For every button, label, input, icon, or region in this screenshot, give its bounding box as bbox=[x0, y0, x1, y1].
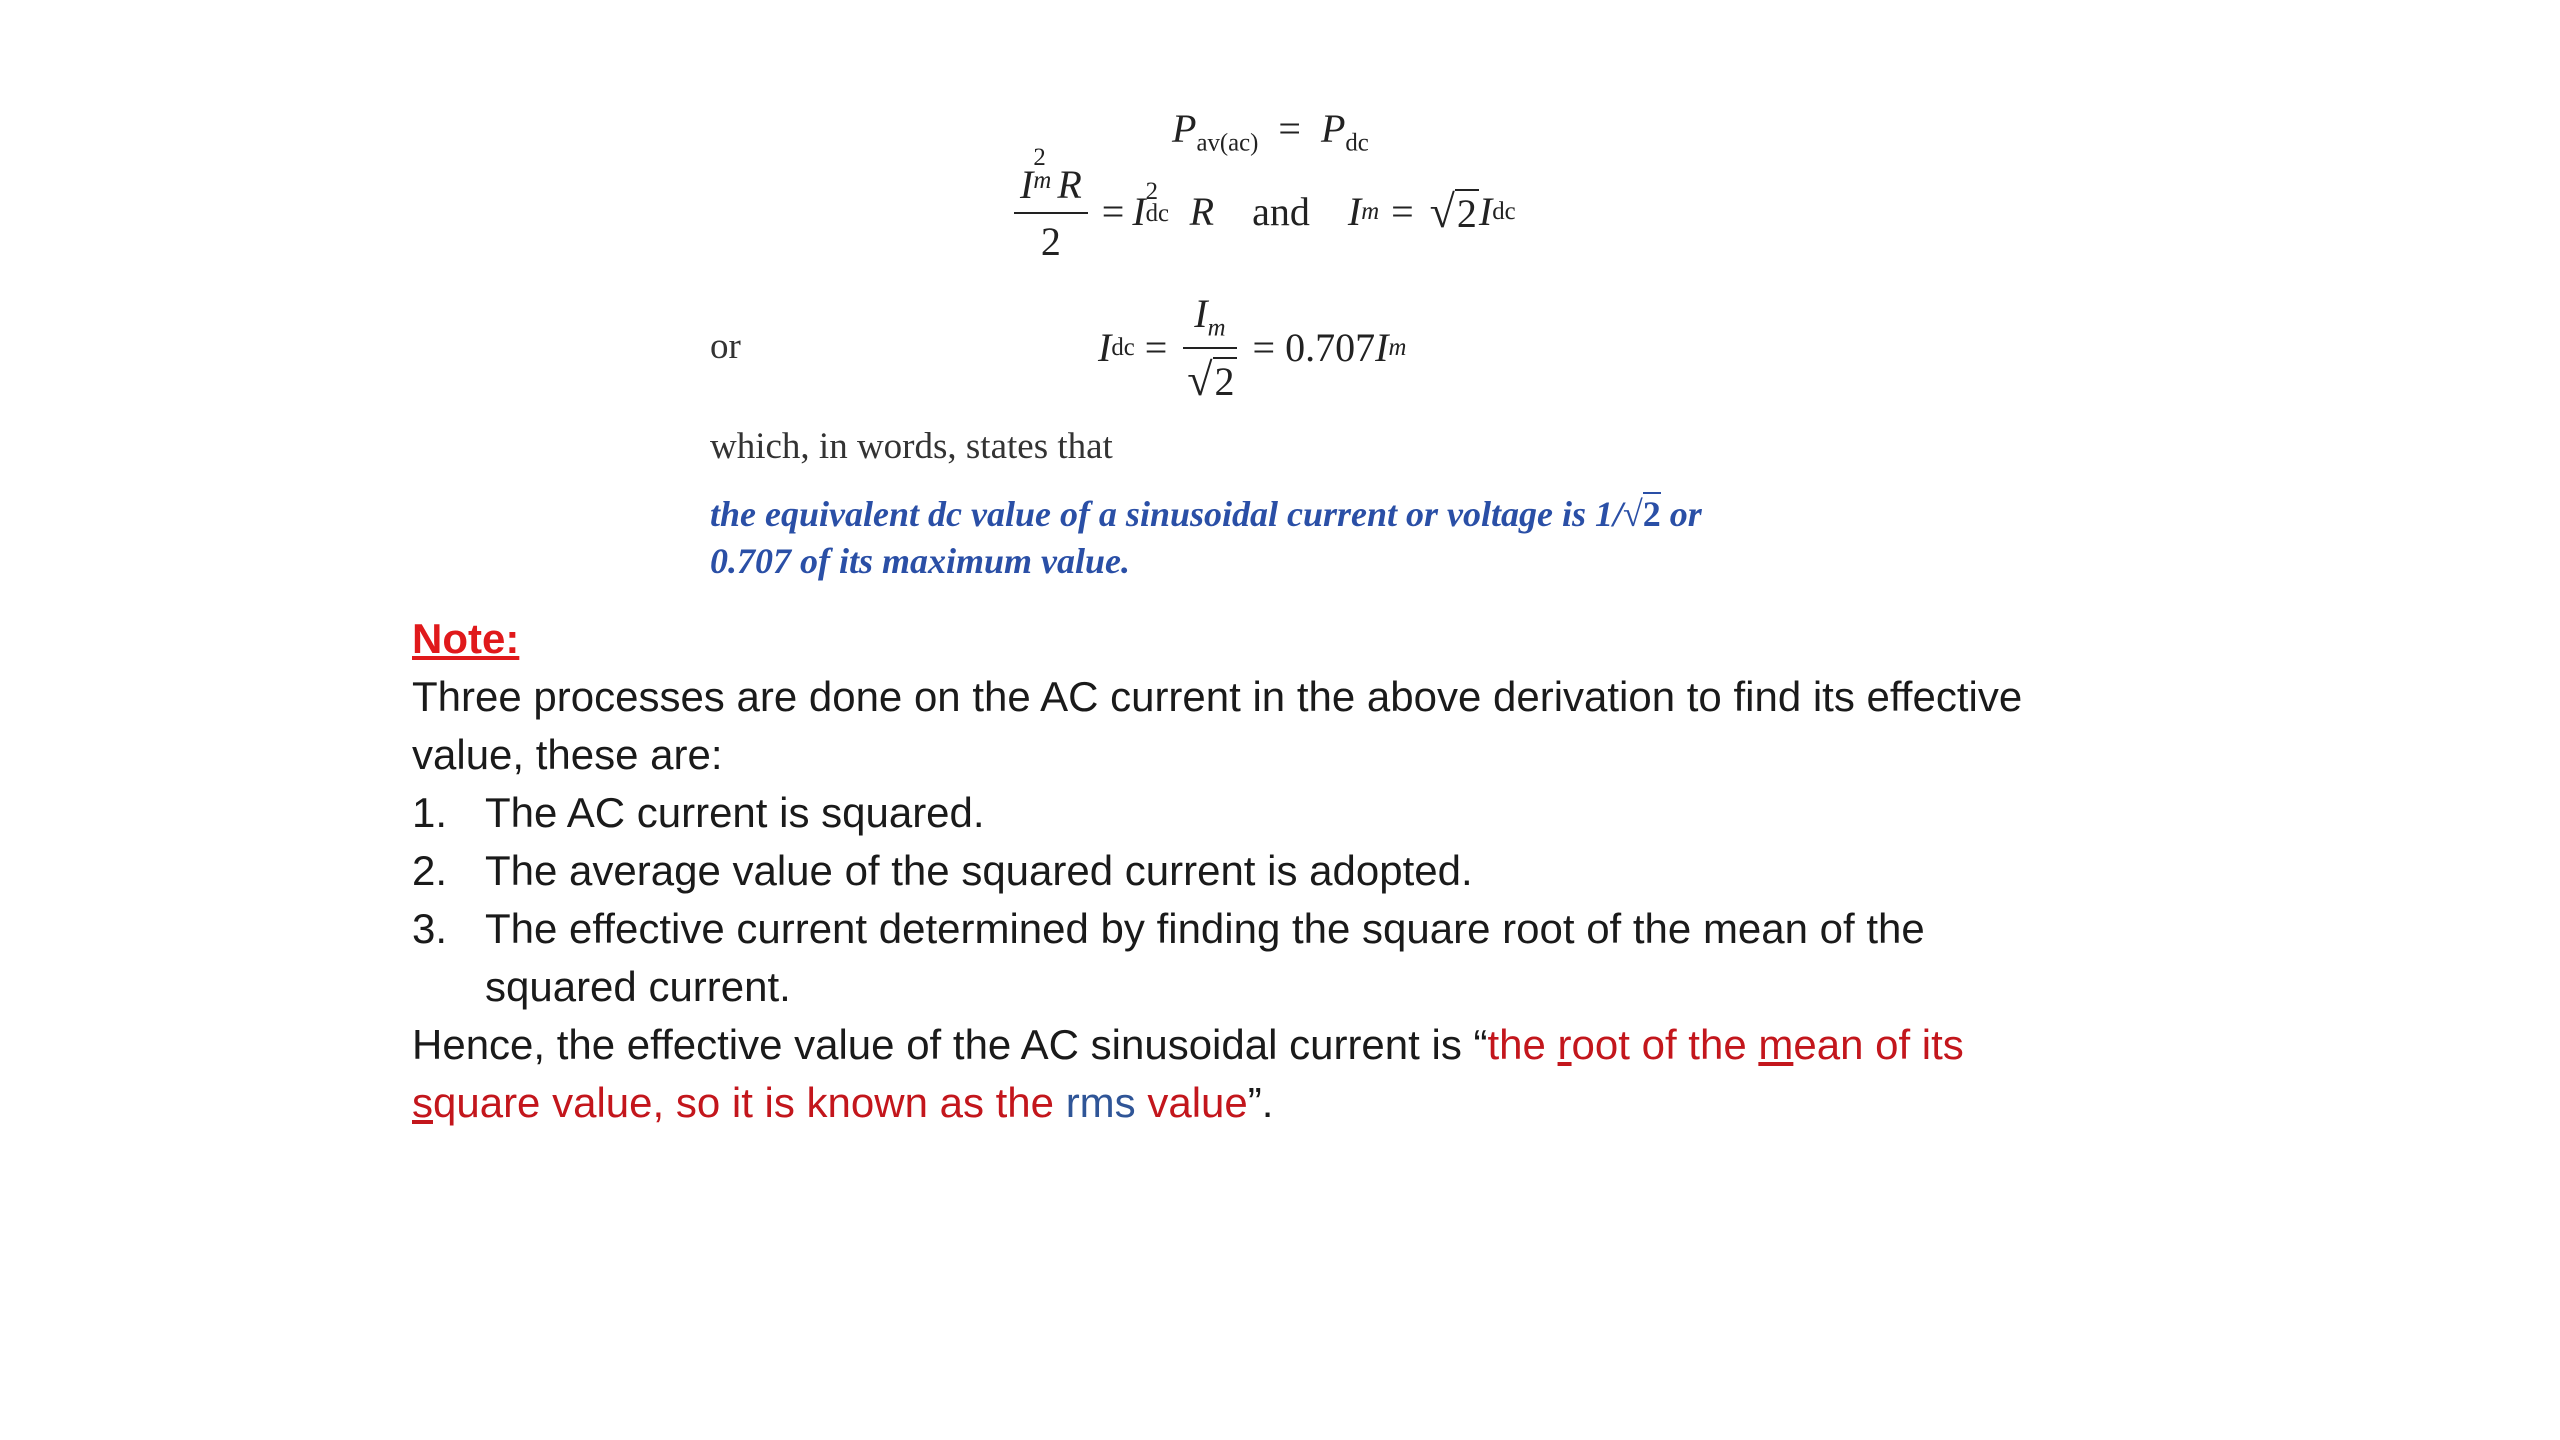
eq3-equals-value: = 0.707 bbox=[1252, 325, 1376, 371]
eq2-num-superscript: 2 bbox=[1033, 144, 1046, 172]
eq2-num-subscript: m bbox=[1033, 166, 1052, 194]
eq3-equals: = bbox=[1144, 325, 1168, 371]
list-item-1-text: The AC current is squared. bbox=[485, 789, 985, 836]
eq3-numerator bbox=[1183, 290, 1236, 349]
quote-radical-sign: √ bbox=[1623, 494, 1643, 534]
conclusion-red-quare-value: quare value, so it is known as the bbox=[433, 1079, 1066, 1126]
eq2-im-subscript: m bbox=[1361, 197, 1380, 225]
eq3-num-symbol: I bbox=[1194, 291, 1208, 336]
quote-radical-argument: 2 bbox=[1642, 494, 1661, 534]
eq2-rhs-resistance: R bbox=[1189, 189, 1215, 234]
eq3-radical-sign: √ bbox=[1187, 353, 1213, 405]
note-intro-line1: Three processes are done on the AC current in the above derivation to find its effective bbox=[412, 673, 2023, 720]
eq1-equals: = bbox=[1278, 106, 1301, 151]
eq2-idc-subscript: dc bbox=[1492, 197, 1516, 225]
eq2-fraction bbox=[1014, 144, 1088, 265]
conclusion-red-m-underlined: m bbox=[1758, 1021, 1794, 1068]
eq3-denominator bbox=[1183, 349, 1236, 406]
list-item-3-number: 3. bbox=[412, 905, 448, 952]
eq2-denominator: 2 bbox=[1040, 219, 1061, 264]
eq2-radical-sign: √ bbox=[1429, 186, 1455, 237]
which-in-words-text: which, in words, states that bbox=[710, 426, 1113, 467]
eq2-num-resistance: R bbox=[1057, 162, 1082, 207]
eq3-radical-argument: 2 bbox=[1214, 358, 1235, 404]
conclusion-blue-rms: rms bbox=[1065, 1079, 1136, 1126]
eq2-equals-second: = bbox=[1391, 189, 1414, 234]
eq3-rhs-symbol: I bbox=[1375, 325, 1389, 371]
equation-power-equality bbox=[1172, 105, 1369, 158]
conclusion-red-s-underlined: s bbox=[412, 1079, 433, 1126]
list-item-3-text-line1: The effective current determined by finding the square root of the mean of the bbox=[485, 905, 1925, 952]
conclusion-plain-text: Hence, the effective value of the AC sinusoidal current is “ bbox=[412, 1021, 1488, 1068]
eq3-lhs-subscript: dc bbox=[1111, 333, 1135, 361]
eq1-lhs-symbol: P bbox=[1172, 106, 1197, 151]
conclusion-red-r-underlined: r bbox=[1557, 1021, 1572, 1068]
eq1-lhs-subscript: av(ac) bbox=[1196, 129, 1259, 157]
eq2-numerator bbox=[1014, 144, 1088, 214]
list-item-3-text-line2: squared current. bbox=[485, 963, 791, 1010]
quote-line1-end: or bbox=[1660, 494, 1702, 534]
note-intro-line2: value, these are: bbox=[412, 731, 723, 778]
eq3-rhs-subscript: m bbox=[1388, 333, 1407, 361]
eq2-idc-symbol: I bbox=[1478, 189, 1493, 234]
eq3-num-subscript: m bbox=[1207, 314, 1226, 342]
quote-line1-start: the equivalent dc value of a sinusoidal current or voltage is 1/ bbox=[710, 494, 1624, 534]
equivalent-dc-quote-line2: 0.707 of its maximum value. bbox=[710, 541, 1131, 581]
conclusion-red-oot-of-the: oot of the bbox=[1571, 1021, 1759, 1068]
conclusion-red-ean-of-its: ean of its bbox=[1793, 1021, 1964, 1068]
list-item-1-number: 1. bbox=[412, 789, 448, 836]
eq2-square-root bbox=[1426, 185, 1479, 238]
conclusion-red-value: value bbox=[1135, 1079, 1248, 1126]
eq1-rhs-symbol: P bbox=[1320, 106, 1346, 151]
eq2-rhs-subscript: dc bbox=[1145, 200, 1170, 228]
conclusion-line1 bbox=[412, 1021, 1964, 1069]
conclusion-end-quote: ”. bbox=[1247, 1079, 1274, 1126]
equation-dc-equivalent bbox=[1098, 290, 1406, 406]
equation-current-relation bbox=[1008, 144, 1516, 265]
eq2-num-symbol: I bbox=[1020, 162, 1034, 207]
eq2-and: and bbox=[1252, 189, 1310, 234]
note-heading: Note: bbox=[412, 615, 520, 662]
or-label: or bbox=[710, 326, 741, 367]
eq2-equals: = bbox=[1101, 189, 1125, 234]
eq2-radical-argument: 2 bbox=[1456, 191, 1477, 236]
eq2-rhs-superscript: 2 bbox=[1145, 177, 1159, 205]
conclusion-red-the: the bbox=[1487, 1021, 1558, 1068]
eq2-im-symbol: I bbox=[1347, 189, 1362, 234]
list-item-2-text: The average value of the squared current is adopted. bbox=[485, 847, 1473, 894]
eq1-rhs-subscript: dc bbox=[1345, 129, 1369, 157]
eq2-rhs-symbol: I bbox=[1132, 189, 1146, 234]
eq3-lhs-symbol: I bbox=[1098, 325, 1112, 371]
equivalent-dc-quote-line1 bbox=[710, 493, 1702, 535]
list-item-2-number: 2. bbox=[412, 847, 448, 894]
eq3-fraction bbox=[1183, 290, 1236, 406]
conclusion-line2 bbox=[412, 1079, 1273, 1127]
